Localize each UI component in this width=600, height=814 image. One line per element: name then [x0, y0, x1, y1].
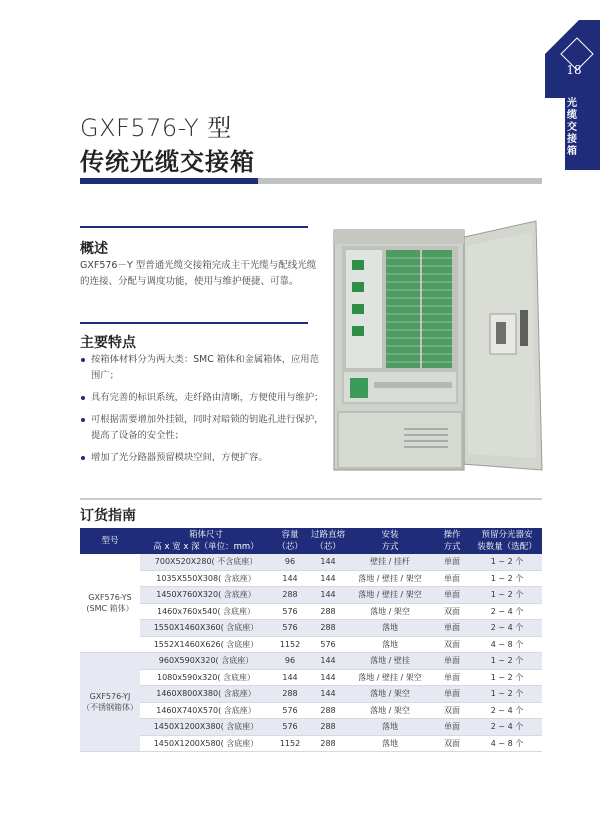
table-cell: 2 ~ 4 个	[472, 719, 542, 736]
section-tab-label: 光缆交接箱	[567, 98, 577, 157]
col-install	[348, 528, 432, 554]
model-cell: GXF576-YS (SMC 箱体）	[80, 554, 140, 653]
table-cell: 576	[272, 620, 308, 637]
table-cell: 144	[308, 570, 348, 587]
table-cell: 单面	[432, 554, 472, 570]
overview-top-rule	[80, 226, 308, 228]
table-row	[80, 735, 542, 752]
col-size	[140, 528, 272, 554]
features-top-rule	[80, 322, 308, 324]
header-label: （芯）	[277, 542, 303, 552]
order-top-rule	[80, 498, 542, 500]
table-cell: 1152	[272, 636, 308, 653]
table-cell: 双面	[432, 702, 472, 719]
table-cell: 144	[308, 554, 348, 570]
table-row	[80, 620, 542, 637]
table-cell: 1 ~ 2 个	[472, 653, 542, 670]
features-heading: 主要特点	[80, 335, 136, 351]
table-cell: 700X520X280( 不含底座）	[140, 554, 272, 570]
col-model	[80, 528, 140, 554]
table-row	[80, 603, 542, 620]
table-cell: 144	[272, 570, 308, 587]
table-cell: 单面	[432, 587, 472, 604]
model-cell: GXF576-YJ （不锈钢箱体）	[80, 653, 140, 752]
table-cell: 双面	[432, 603, 472, 620]
table-cell: 288	[308, 702, 348, 719]
header-label: 预留分光器安	[481, 530, 533, 540]
header-label: （芯）	[315, 542, 341, 552]
col-splitter	[472, 528, 542, 554]
page-number: 18	[566, 63, 582, 77]
header-label: 箱体尺寸	[188, 530, 223, 540]
table-cell: 1 ~ 2 个	[472, 587, 542, 604]
table-cell: 1035X550X308( 含底座）	[140, 570, 272, 587]
table-cell: 落地 / 壁挂 / 架空	[348, 669, 432, 686]
col-operate	[432, 528, 472, 554]
product-name-title: 传统光缆交接箱	[80, 148, 255, 176]
table-cell: 落地 / 壁挂 / 架空	[348, 570, 432, 587]
feature-item: 可根据需要增加外挂锁，同时对暗锁的钥匙孔进行保护，提高了设备的安全性；	[80, 412, 325, 444]
table-cell: 288	[308, 735, 348, 752]
table-row	[80, 653, 542, 670]
table-cell: 单面	[432, 570, 472, 587]
table-cell: 1450X1200X380( 含底座）	[140, 719, 272, 736]
table-cell: 落地 / 架空	[348, 702, 432, 719]
table-cell: 单面	[432, 620, 472, 637]
table-row	[80, 554, 542, 570]
table-cell: 1460x760x540( 含底座）	[140, 603, 272, 620]
table-cell: 落地 / 架空	[348, 686, 432, 703]
table-row	[80, 636, 542, 653]
table-cell: 1 ~ 2 个	[472, 686, 542, 703]
table-cell: 2 ~ 4 个	[472, 603, 542, 620]
header-label: 操作	[443, 530, 461, 540]
table-cell: 1450X1200X580( 含底座）	[140, 735, 272, 752]
table-cell: 1460X800X380( 含底座）	[140, 686, 272, 703]
table-cell: 288	[272, 686, 308, 703]
table-cell: 1552X1460X626( 含底座）	[140, 636, 272, 653]
table-cell: 1550X1460X360( 含底座）	[140, 620, 272, 637]
table-cell: 落地 / 壁挂	[348, 653, 432, 670]
table-cell: 576	[272, 603, 308, 620]
table-cell: 单面	[432, 669, 472, 686]
table-cell: 576	[272, 702, 308, 719]
header-label: 容量	[281, 530, 299, 540]
table-cell: 1 ~ 2 个	[472, 554, 542, 570]
order-table	[80, 528, 542, 752]
table-cell: 落地	[348, 735, 432, 752]
table-row	[80, 719, 542, 736]
table-cell: 576	[272, 719, 308, 736]
table-cell: 1450X760X320( 含底座）	[140, 587, 272, 604]
overview-text: GXF576－Y 型普通光缆交接箱完成主干光缆与配线光缆的连接、分配与调度功能，使用与维护便捷、可靠。	[80, 260, 317, 287]
table-row	[80, 686, 542, 703]
product-model-title: GXF576-Y 型	[80, 114, 232, 142]
table-row	[80, 702, 542, 719]
feature-item: 增加了光分路器预留模块空间，方便扩容。	[80, 450, 325, 466]
table-cell: 96	[272, 653, 308, 670]
table-cell: 单面	[432, 653, 472, 670]
table-cell: 288	[308, 620, 348, 637]
table-cell: 1152	[272, 735, 308, 752]
table-cell: 960X590X320( 含底座）	[140, 653, 272, 670]
table-cell: 单面	[432, 719, 472, 736]
table-cell: 双面	[432, 735, 472, 752]
table-header-row	[80, 528, 542, 554]
table-cell: 落地	[348, 620, 432, 637]
header-label: 方式	[443, 542, 461, 552]
table-row	[80, 570, 542, 587]
table-cell: 4 ~ 8 个	[472, 735, 542, 752]
table-cell: 单面	[432, 686, 472, 703]
table-row	[80, 587, 542, 604]
table-cell: 4 ~ 8 个	[472, 636, 542, 653]
feature-item: 按箱体材料分为两大类：SMC 箱体和金属箱体，应用范围广；	[80, 352, 325, 384]
table-cell: 壁挂 / 挂杆	[348, 554, 432, 570]
header-label: 方式	[381, 542, 399, 552]
header-label: 型号	[101, 536, 119, 546]
col-splice	[308, 528, 348, 554]
features-list	[80, 352, 325, 472]
table-cell: 落地 / 壁挂 / 架空	[348, 587, 432, 604]
table-cell: 576	[308, 636, 348, 653]
overview-heading: 概述	[80, 241, 108, 257]
cabinet-photo	[330, 218, 545, 480]
table-row	[80, 669, 542, 686]
table-cell: 落地	[348, 636, 432, 653]
col-capacity	[272, 528, 308, 554]
table-cell: 288	[272, 587, 308, 604]
table-cell: 144	[308, 669, 348, 686]
table-cell: 1 ~ 2 个	[472, 570, 542, 587]
table-cell: 2 ~ 4 个	[472, 702, 542, 719]
table-cell: 144	[308, 653, 348, 670]
table-cell: 144	[308, 587, 348, 604]
table-cell: 144	[308, 686, 348, 703]
table-cell: 落地	[348, 719, 432, 736]
title-underline-accent	[80, 178, 258, 184]
header-label: 高 x 宽 x 深（单位：mm）	[153, 542, 259, 552]
header-label: 过路直熔	[310, 530, 345, 540]
table-cell: 1 ~ 2 个	[472, 669, 542, 686]
table-cell: 2 ~ 4 个	[472, 620, 542, 637]
table-cell: 288	[308, 719, 348, 736]
table-cell: 1460X740X570( 含底座）	[140, 702, 272, 719]
order-heading: 订货指南	[80, 508, 136, 524]
table-cell: 双面	[432, 636, 472, 653]
table-cell: 1080x590x320( 含底座）	[140, 669, 272, 686]
feature-item: 具有完善的标识系统，走纤路由清晰，方便使用与维护；	[80, 390, 325, 406]
header-label: 安装	[381, 530, 399, 540]
table-cell: 落地 / 架空	[348, 603, 432, 620]
table-cell: 144	[272, 669, 308, 686]
table-cell: 96	[272, 554, 308, 570]
table-cell: 288	[308, 603, 348, 620]
header-label: 装数量（选配）	[477, 542, 537, 552]
